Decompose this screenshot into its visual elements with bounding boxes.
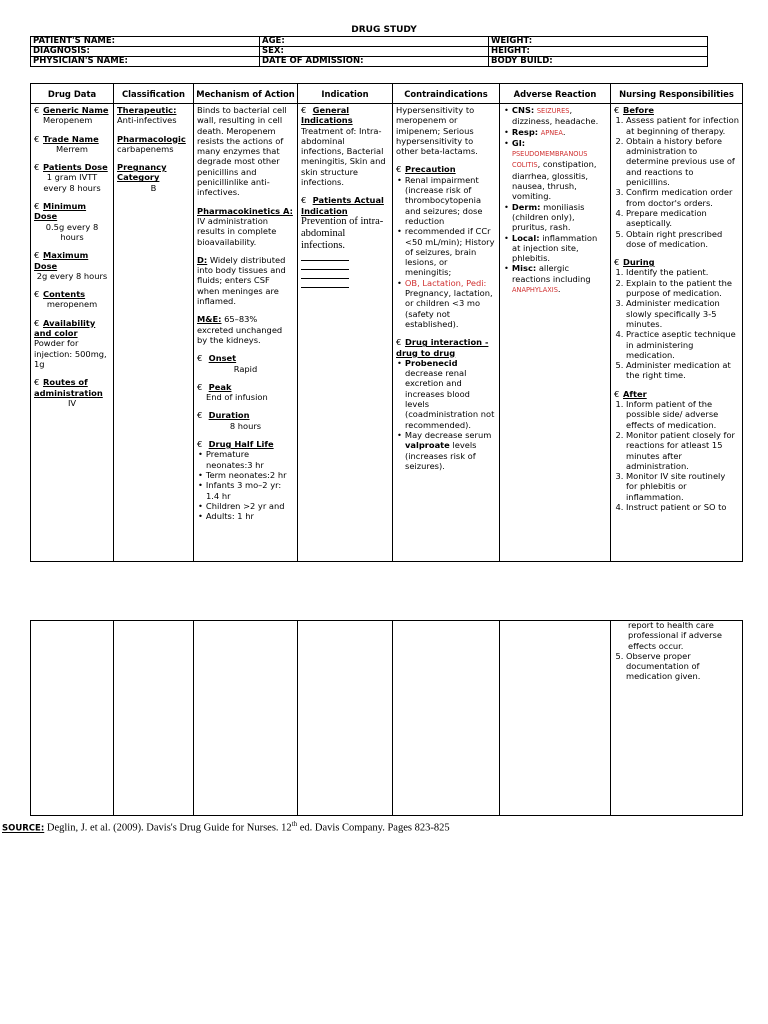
half-life-item: • Premature neonates:3 hr [206,449,294,470]
empty-cell [393,621,500,816]
nursing-item: 5. Administer medication at the right time. [626,360,739,381]
adverse-item: • Local: inflammation at injection site, phlebitis. [512,233,607,264]
interaction-item: • Probenecid decrease renal excretion and increases blood levels (coadministration not recommended). [405,358,496,430]
half-life-item: • Infants 3 mo–2 yr: 1.4 hr [206,480,294,501]
nursing-item: 3. Confirm medication order from doctor's orders. [626,187,739,208]
precaution-item: • Renal impairment (increase risk of thrombocytopenia and seizures; dose reduction [405,175,496,226]
contraindications-cell [393,104,500,562]
adverse-item: • CNS: SEIZURES, dizziness, headache. [512,105,607,127]
header-adverse: Adverse Reaction [500,84,611,104]
trade-name: € Trade Name Merrem [34,133,99,154]
nursing-item: 4. Instruct patient or SO to [626,502,739,512]
euro-bullet-icon: € [614,105,620,115]
adverse-item: • Resp: APNEA. [512,127,607,138]
euro-bullet-icon: € [34,289,40,300]
nursing-item: 2. Monitor patient closely for reactions for atleast 15 minutes after administration. [626,430,739,471]
header-nursing: Nursing Responsibilities [611,84,743,104]
nursing-item: 1. Assess patient for infection at beginning of therapy. [626,115,739,136]
pregnancy-value: B [150,182,157,193]
maximum-dose: € Maximum Dose 2g every 8 hours [34,250,108,281]
body-build-label: BODY BUILD: [489,57,708,67]
euro-bullet-icon: € [396,337,402,348]
euro-bullet-icon: € [197,439,203,450]
euro-bullet-icon: € [301,195,307,206]
patient-name-label: PATIENT'S NAME: [31,37,260,47]
header-contraindications: Contraindications [393,84,500,104]
nursing-item: 4. Practice aseptic technique in administering medication. [626,329,739,360]
metabolism-excretion: M&E: 65–83% excreted unchanged by the kidneys. [197,314,283,345]
generic-name: € Generic Name Meropenem [34,105,109,126]
admission-label: DATE OF ADMISSION: [260,57,489,67]
euro-bullet-icon: € [197,353,203,364]
classification-cell [114,104,194,562]
after-section: € After 1. Inform patient of the possible side/ adverse effects of medication. 2. Monitor patient closely for reactions for atleast 15 minutes after administration. 3. Monitor IV site routinely for phlebitis or inflammation. 4. Instruct patient or SO to [614,389,739,513]
nursing-item: 4. Prepare medication aseptically. [626,208,739,229]
before-section: € Before 1. Assess patient for infection at beginning of therapy. 2. Obtain a history before administration to determine previous use of and reactions to penicillins. 3. Confirm medication order from doctor's orders. 4. Prepare medication aseptically. 5. Obtain right prescribed dose of medication. [614,105,739,249]
nursing-continued-text: report to health care professional if adverse effects occur. [628,620,722,651]
empty-cell [500,621,611,816]
therapeutic-value: Anti-infectives [117,115,177,126]
during-section: € During 1. Identify the patient. 2. Explain to the patient the purpose of medication. 3. Administer medication slowly specifically 3-5 minutes. 4. Practice aseptic technique in administering medication. 5. Administer medication at the right time. [614,257,739,381]
empty-cell [194,621,298,816]
table-row [31,104,743,562]
drug-data-cell [31,104,114,562]
empty-cell [31,621,114,816]
diagnosis-label: DIAGNOSIS: [31,47,260,57]
header-indication: Indication [298,84,393,104]
euro-bullet-icon: € [34,201,40,212]
table-row [31,621,743,816]
contents: € Contents meropenem [34,289,98,310]
euro-bullet-icon: € [34,317,40,328]
nursing-item: 1. Identify the patient. [626,267,739,277]
adverse-item: • GI: PSEUDOMEMBRANOUS COLITIS, constipation, diarrhea, glossitis, nausea, thrush, vomiting. [512,138,607,202]
distribution: D: Widely distributed into body tissues and fluids; enters CSF when meninges are inflamed. [197,254,286,307]
nursing-item: 3. Administer medication slowly specifically 3-5 minutes. [626,298,739,329]
therapeutic-label: Therapeutic: [117,105,177,115]
general-indications: € General Indications Treatment of: Intra-abdominal infections, Bacterial meningitis, Skin and skin structure infections. [301,105,386,188]
patients-dose: € Patients Dose 1 gram IVTT every 8 hours [34,162,108,193]
euro-bullet-icon: € [614,388,620,399]
sex-label: SEX: [260,47,489,57]
header-mechanism: Mechanism of Action [194,84,298,104]
half-life-item: • Term neonates:2 hr [206,470,294,480]
nursing-item: 1. Inform patient of the possible side/ adverse effects of medication. [626,399,739,430]
age-label: AGE: [260,37,489,47]
nursing-item: 5. Observe proper documentation of medication given. [626,651,739,682]
patient-info-table [30,36,708,67]
precaution-item: • recommended if CCr <50 mL/min); History of seizures, brain lesions, or meningitis; [405,226,496,277]
half-life-item: • Adults: 1 hr [206,511,294,521]
pregnancy-label: Pregnancy Category [117,162,167,183]
contraindications-text: Hypersensitivity to meropenem or imipenem; Serious hypersensitivity to other beta-lactams. [396,105,478,157]
height-label: HEIGHT: [489,47,708,57]
blank-line [301,270,349,279]
euro-bullet-icon: € [34,377,40,388]
nursing-item: 3. Monitor IV site routinely for phlebitis or inflammation. [626,471,739,502]
indication-cell [298,104,393,562]
routes: € Routes of administration IV [34,377,103,408]
duration: € Duration 8 hours [197,410,262,431]
euro-bullet-icon: € [197,381,203,392]
adverse-item: • Misc: allergic reactions including ANAPHYLAXIS. [512,263,607,295]
euro-bullet-icon: € [301,105,307,115]
empty-cell [298,621,393,816]
drug-study-table [30,83,743,562]
header-drug-data: Drug Data [31,84,114,104]
euro-bullet-icon: € [34,105,40,115]
pharmacologic-label: Pharmacologic [117,133,186,144]
availability: € Availability and color Powder for injection: 500mg, 1g [34,317,107,369]
nursing-continued-cell [611,621,743,816]
weight-label: WEIGHT: [489,37,708,47]
source-label: SOURCE: [2,823,45,834]
physician-label: PHYSICIAN'S NAME: [31,57,260,67]
half-life: € Drug Half Life • Premature neonates:3 hr • Term neonates:2 hr • Infants 3 mo–2 yr: 1.4 hr • Children >2 yr and • Adults: 1 hr [197,439,294,521]
blank-line [301,261,349,270]
euro-bullet-icon: € [396,164,402,175]
euro-bullet-icon: € [614,257,620,268]
mechanism-text: Binds to bacterial cell wall, resulting in cell death. Meropenem resists the actions of many enzymes that degrade most other penicillins and penicillinlike anti-infectives. [197,105,287,198]
empty-cell [114,621,194,816]
blank-line [301,252,349,261]
half-life-item: • Children >2 yr and [206,501,294,511]
adverse-item: • Derm: moniliasis (children only), pruritus, rash. [512,202,607,233]
pharmacologic-value: carbapenems [117,143,174,154]
pharmacokinetics: Pharmacokinetics A: IV administration results in complete bioavailability. [197,205,293,247]
euro-bullet-icon: € [34,162,40,173]
continuation-table [30,620,743,816]
euro-bullet-icon: € [34,250,40,261]
actual-indication: € Patients Actual Indication Prevention of intra-abdominal infections. [301,195,389,288]
onset: € Onset Rapid [197,353,258,374]
nursing-item: 5. Obtain right prescribed dose of medication. [626,229,739,250]
table-header-row [31,84,743,104]
precaution: € Precaution • Renal impairment (increase risk of thrombocytopenia and seizures; dose reduction • recommended if CCr <50 mL/min); History of seizures, brain lesions, or meningitis; • OB, Lactation, Pedi: Pregnancy, lactation, or children <3 mo (safety not established). [396,164,496,329]
mechanism-cell [194,104,298,562]
page-title: DRUG STUDY [351,25,417,35]
precaution-item: • OB, Lactation, Pedi: Pregnancy, lactation, or children <3 mo (safety not established). [405,278,496,329]
source-citation: SOURCE: Deglin, J. et al. (2009). Davis's Drug Guide for Nurses. 12th ed. Davis Company. Pages 823-825 [2,820,450,834]
nursing-item: 2. Explain to the patient the purpose of medication. [626,278,739,299]
minimum-dose: € Minimum Dose 0.5g every 8 hours [34,201,99,242]
adverse-cell [500,104,611,562]
peak: € Peak End of infusion [197,381,268,403]
drug-interaction: € Drug interaction -drug to drug • Probenecid decrease renal excretion and increases blood levels (coadministration not recommended). • May decrease serum valproate levels (increases risk of seizures). [396,337,496,471]
blank-line [301,279,349,288]
interaction-item: • May decrease serum valproate levels (increases risk of seizures). [405,430,496,471]
nursing-cell [611,104,743,562]
nursing-item: 2. Obtain a history before administration to determine previous use of and reactions to penicillins. [626,136,739,187]
euro-bullet-icon: € [197,410,203,421]
header-classification: Classification [114,84,194,104]
euro-bullet-icon: € [34,133,40,144]
